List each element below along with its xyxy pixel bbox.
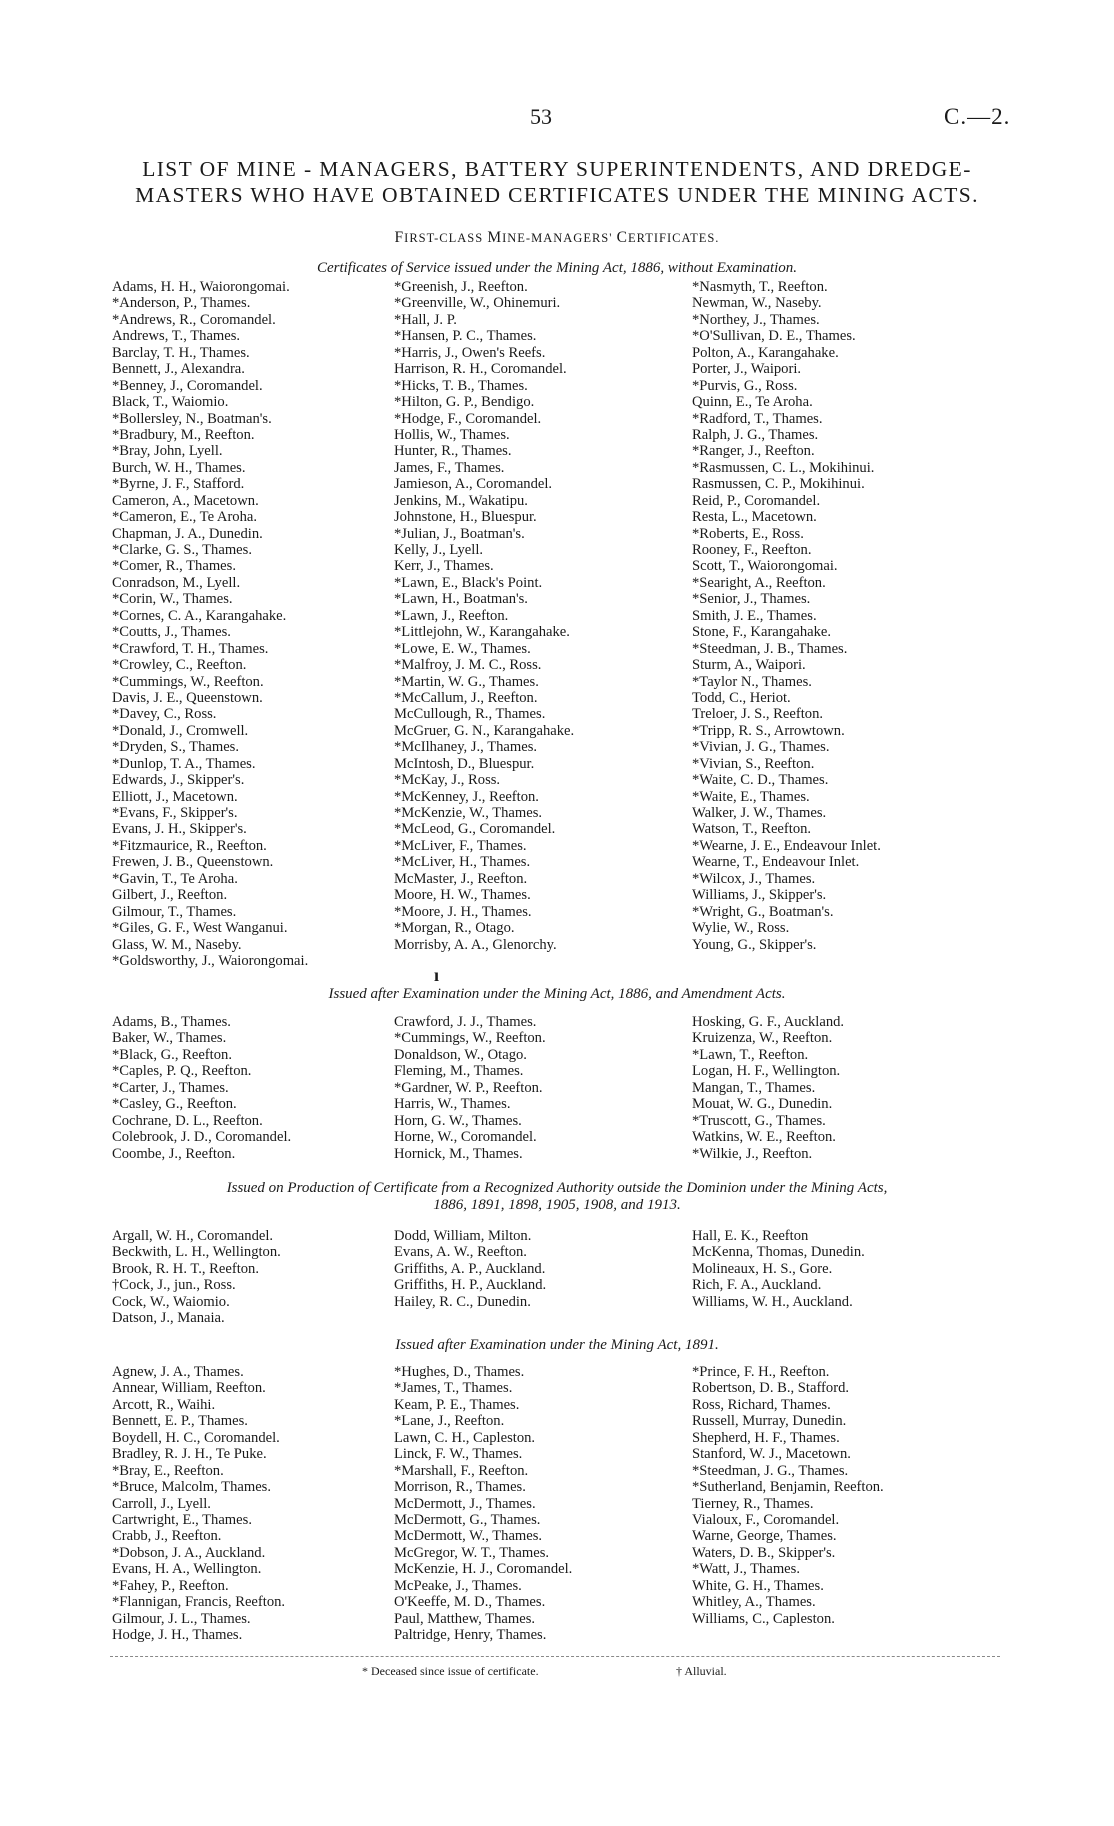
list-item: Reid, P., Coromandel. [692, 492, 821, 509]
list-item: Harrison, R. H., Coromandel. [394, 361, 567, 378]
list-item: Baker, W., Thames. [112, 1030, 227, 1047]
list-item: O'Keeffe, M. D., Thames. [394, 1594, 546, 1611]
list-item: Warne, George, Thames. [692, 1528, 837, 1545]
list-item: Rooney, F., Reefton. [692, 542, 812, 558]
footnote-alluvial: † Alluvial. [676, 1664, 727, 1678]
list-item: Williams, J., Skipper's. [692, 887, 827, 904]
section-3-column-1 [112, 1228, 281, 1327]
list-item: *Hansen, P. C., Thames. [394, 328, 537, 345]
list-item: Kelly, J., Lyell. [394, 542, 484, 558]
list-item: *Lawn, E., Black's Point. [394, 574, 543, 591]
list-item: Jamieson, A., Coromandel. [394, 476, 553, 493]
list-item: Griffiths, H. P., Auckland. [394, 1277, 547, 1294]
list-item: Annear, William, Reefton. [112, 1380, 266, 1397]
list-item: Mangan, T., Thames. [692, 1079, 816, 1096]
list-item: Stanford, W. J., Macetown. [692, 1446, 851, 1463]
list-item: Hodge, J. H., Thames. [112, 1627, 243, 1643]
list-item: *Waite, C. D., Thames. [692, 772, 829, 789]
list-item: Smith, J. E., Thames. [692, 607, 817, 624]
list-item: *Gavin, T., Te Aroha. [112, 870, 238, 887]
list-item: Beckwith, L. H., Wellington. [112, 1244, 281, 1261]
list-item: *Julian, J., Boatman's. [394, 525, 525, 542]
footnote-deceased: * Deceased since issue of certificate. [362, 1664, 539, 1678]
section-2-column-3 [692, 1014, 844, 1162]
list-item: Arcott, R., Waihi. [112, 1396, 216, 1413]
list-item: *Crawford, T. H., Thames. [112, 640, 269, 657]
list-item: *Cornes, C. A., Karangahake. [112, 607, 287, 624]
list-item: McCullough, R., Thames. [394, 706, 546, 723]
list-item: Wylie, W., Ross. [692, 920, 790, 937]
list-item: *Bollersley, N., Boatman's. [112, 410, 272, 427]
list-item: *Andrews, R., Coromandel. [112, 311, 276, 328]
section-3-column-3 [692, 1228, 865, 1310]
list-item: *Evans, F., Skipper's. [112, 805, 238, 821]
list-item: Frewen, J. B., Queenstown. [112, 854, 274, 871]
list-item: McMaster, J., Reefton. [394, 870, 528, 887]
list-item: Harris, W., Thames. [394, 1096, 511, 1113]
stray-mark: ı [434, 965, 440, 985]
list-item: *Roberts, E., Ross. [692, 525, 804, 542]
list-item: Bennett, J., Alexandra. [112, 361, 245, 378]
list-item: *Corin, W., Thames. [112, 591, 233, 608]
list-item: Hailey, R. C., Dunedin. [394, 1293, 531, 1310]
page-number: 53 [530, 104, 552, 129]
list-item: *Morgan, R., Otago. [394, 920, 515, 937]
list-item: Carroll, J., Lyell. [112, 1495, 211, 1512]
section-4-column-2 [394, 1364, 572, 1643]
list-item: *Fahey, P., Reefton. [112, 1577, 229, 1594]
list-item: *Moore, J. H., Thames. [394, 903, 532, 920]
list-item: *Purvis, G., Ross. [692, 377, 798, 394]
list-item: Cameron, A., Macetown. [112, 492, 259, 509]
list-item: White, G. H., Thames. [692, 1577, 824, 1594]
list-item: Porter, J., Waipori. [692, 361, 802, 378]
list-item: Watson, T., Reefton. [692, 821, 812, 838]
list-item: Gilmour, T., Thames. [112, 903, 237, 920]
list-item: Coombe, J., Reefton. [112, 1145, 236, 1162]
list-item: *O'Sullivan, D. E., Thames. [692, 328, 856, 345]
list-item: *Steedman, J. G., Thames. [692, 1462, 849, 1479]
list-item: *Bray, E., Reefton. [112, 1462, 224, 1479]
section-heading-examination-1886: Issued after Examination under the Mining Act, 1886, and Amendment Acts. [328, 986, 786, 1002]
list-item: Hunter, R., Thames. [394, 443, 512, 460]
list-item: Evans, H. A., Wellington. [112, 1561, 262, 1578]
list-item: Hollis, W., Thames. [394, 426, 510, 443]
list-item: Gilbert, J., Reefton. [112, 887, 228, 904]
list-item: *Harris, J., Owen's Reefs. [394, 344, 546, 361]
list-item: Sturm, A., Waipori. [692, 657, 806, 674]
list-item: Rich, F. A., Auckland. [692, 1277, 822, 1294]
list-item: *Carter, J., Thames. [112, 1079, 229, 1096]
list-item: Paul, Matthew, Thames. [394, 1610, 536, 1627]
list-item: *Clarke, G. S., Thames. [112, 542, 252, 558]
list-item: Shepherd, H. F., Thames. [692, 1429, 840, 1446]
list-item: *Martin, W. G., Thames. [394, 673, 539, 690]
list-item: *Hodge, F., Coromandel. [394, 410, 542, 427]
list-item: *McCallum, J., Reefton. [394, 689, 538, 706]
subtitle-first-class-certificates: FIRST-CLASS MINE-MANAGERS' CERTIFICATES. [394, 229, 720, 246]
list-item: *Benney, J., Coromandel. [112, 377, 263, 394]
list-item: *James, T., Thames. [394, 1380, 513, 1397]
list-item: Stone, F., Karangahake. [692, 624, 832, 641]
list-item: Lawn, C. H., Capleston. [394, 1429, 536, 1446]
list-item: Cock, W., Waiomio. [112, 1293, 230, 1310]
list-item: Polton, A., Karangahake. [692, 344, 839, 361]
list-item: *Cameron, E., Te Aroha. [112, 509, 258, 526]
section-heading-recognized-authority: Issued on Production of Certificate from a Recognized Authority outside the Dominion under the Mining Acts, 1886, 1891, 1898, 1905, 1908, and 1913. [226, 1180, 888, 1213]
list-item: Walker, J. W., Thames. [692, 805, 827, 821]
list-item: Donaldson, W., Otago. [394, 1046, 527, 1063]
section-heading-examination-1891: Issued after Examination under the Mining Act, 1891. [395, 1337, 719, 1353]
list-item: Horn, G. W., Thames. [394, 1112, 522, 1129]
list-item: *Dobson, J. A., Auckland. [112, 1544, 266, 1561]
section-4-column-3 [692, 1364, 884, 1627]
list-item: Brook, R. H. T., Reefton. [112, 1260, 260, 1277]
list-item: *Lawn, T., Reefton. [692, 1046, 809, 1063]
list-item: Johnstone, H., Bluespur. [394, 509, 537, 526]
list-item: *Greenish, J., Reefton. [394, 279, 528, 295]
list-item: *Truscott, G., Thames. [692, 1112, 826, 1129]
section-2-column-2 [394, 1014, 546, 1162]
list-item: Waters, D. B., Skipper's. [692, 1544, 836, 1561]
list-item: Morrisby, A. A., Glenorchy. [394, 936, 557, 953]
list-item: Adams, B., Thames. [112, 1014, 231, 1030]
list-item: Ross, Richard, Thames. [692, 1396, 831, 1413]
list-item: *Anderson, P., Thames. [112, 295, 251, 312]
list-item: Cartwright, E., Thames. [112, 1511, 252, 1528]
list-item: Glass, W. M., Naseby. [112, 936, 242, 953]
list-item: Burch, W. H., Thames. [112, 459, 246, 476]
list-item: Ralph, J. G., Thames. [692, 426, 819, 443]
list-item: *Byrne, J. F., Stafford. [112, 476, 245, 493]
list-item: Morrison, R., Thames. [394, 1479, 526, 1496]
list-item: Whitley, A., Thames. [692, 1594, 816, 1611]
list-item: Bennett, E. P., Thames. [112, 1413, 248, 1430]
list-item: McGregor, W. T., Thames. [394, 1544, 550, 1561]
list-item: *McKenzie, W., Thames. [394, 805, 543, 821]
section-3-column-2 [394, 1228, 546, 1310]
list-item: Boydell, H. C., Coromandel. [112, 1429, 280, 1446]
list-item: *McKenney, J., Reefton. [394, 788, 539, 805]
list-item: *Hughes, D., Thames. [394, 1364, 525, 1380]
list-item: Griffiths, A. P., Auckland. [394, 1260, 546, 1277]
list-item: Bradley, R. J. H., Te Puke. [112, 1446, 267, 1463]
list-item: Argall, W. H., Coromandel. [112, 1228, 274, 1244]
section-2-column-1 [112, 1014, 291, 1162]
list-item: McDermott, J., Thames. [394, 1495, 536, 1512]
list-item: *Goldsworthy, J., Waiorongomai. [112, 952, 309, 969]
list-item: *Hall, J. P. [394, 311, 457, 328]
list-item: McPeake, J., Thames. [394, 1577, 522, 1594]
list-item: Keam, P. E., Thames. [394, 1396, 520, 1413]
list-item: Scott, T., Waiorongomai. [692, 558, 838, 575]
list-item: Horne, W., Coromandel. [394, 1129, 537, 1146]
list-item: *Casley, G., Reefton. [112, 1096, 237, 1113]
list-item: Colebrook, J. D., Coromandel. [112, 1129, 292, 1146]
list-item: Dodd, William, Milton. [394, 1228, 532, 1244]
list-item: *Davey, C., Ross. [112, 706, 217, 723]
list-item: Andrews, T., Thames. [112, 328, 241, 345]
list-item: McKenzie, H. J., Coromandel. [394, 1561, 573, 1578]
list-item: *Giles, G. F., West Wanganui. [112, 920, 288, 937]
list-item: *Steedman, J. B., Thames. [692, 640, 848, 657]
list-item: Newman, W., Naseby. [692, 295, 822, 312]
list-item: Logan, H. F., Wellington. [692, 1063, 841, 1080]
list-item: *Prince, F. H., Reefton. [692, 1364, 830, 1380]
list-item: *Hicks, T. B., Thames. [394, 377, 528, 394]
list-item: Linck, F. W., Thames. [394, 1446, 523, 1463]
list-item: *McIlhaney, J., Thames. [394, 739, 538, 756]
list-item: Todd, C., Heriot. [692, 689, 791, 706]
list-item: Mouat, W. G., Dunedin. [692, 1096, 833, 1113]
list-item: *Dryden, S., Thames. [112, 739, 240, 756]
list-item: *Rasmussen, C. L., Mokihinui. [692, 459, 875, 476]
section-1-column-3 [692, 279, 881, 953]
list-item: Hall, E. K., Reefton [692, 1228, 809, 1244]
list-item: *Wilkie, J., Reefton. [692, 1145, 813, 1162]
list-item: *Lawn, H., Boatman's. [394, 591, 528, 608]
list-item: *Wearne, J. E., Endeavour Inlet. [692, 837, 881, 854]
list-item: Tierney, R., Thames. [692, 1495, 814, 1512]
list-item: *Greenville, W., Ohinemuri. [394, 295, 561, 312]
list-item: *Dunlop, T. A., Thames. [112, 755, 256, 772]
list-item: Kruizenza, W., Reefton. [692, 1030, 833, 1047]
list-item: James, F., Thames. [394, 459, 505, 476]
list-item: *Lawn, J., Reefton. [394, 607, 509, 624]
list-item: Barclay, T. H., Thames. [112, 344, 250, 361]
list-item: *McLeod, G., Coromandel. [394, 821, 556, 838]
list-item: *Black, G., Reefton. [112, 1046, 232, 1063]
list-item: *Sutherland, Benjamin, Reefton. [692, 1479, 884, 1496]
list-item: Chapman, J. A., Dunedin. [112, 525, 263, 542]
list-item: Rasmussen, C. P., Mokihinui. [692, 476, 865, 493]
list-item: Fleming, M., Thames. [394, 1063, 524, 1080]
list-item: Conradson, M., Lyell. [112, 574, 241, 591]
list-item: *Fitzmaurice, R., Reefton. [112, 837, 267, 854]
list-item: Edwards, J., Skipper's. [112, 772, 245, 789]
list-item: Crabb, J., Reefton. [112, 1528, 222, 1545]
list-item: *Flannigan, Francis, Reefton. [112, 1594, 286, 1611]
list-item: Resta, L., Macetown. [692, 509, 817, 526]
list-item: *Malfroy, J. M. C., Ross. [394, 657, 542, 674]
list-item: Watkins, W. E., Reefton. [692, 1129, 836, 1146]
list-item: Hornick, M., Thames. [394, 1145, 523, 1162]
list-item: *Searight, A., Reefton. [692, 574, 826, 591]
list-item: Treloer, J. S., Reefton. [692, 706, 824, 723]
list-item: *Comer, R., Thames. [112, 558, 236, 575]
list-item: Gilmour, J. L., Thames. [112, 1610, 251, 1627]
list-item: *Donald, J., Cromwell. [112, 722, 249, 739]
list-item: Crawford, J. J., Thames. [394, 1014, 537, 1030]
list-item: *Lowe, E. W., Thames. [394, 640, 531, 657]
document-reference: C.—2. [944, 104, 1011, 129]
list-item: *Waite, E., Thames. [692, 788, 810, 805]
list-item: *Vivian, J. G., Thames. [692, 739, 830, 756]
list-item: *Gardner, W. P., Reefton. [394, 1079, 543, 1096]
list-item: McKenna, Thomas, Dunedin. [692, 1244, 865, 1261]
list-item: Paltridge, Henry, Thames. [394, 1627, 547, 1643]
list-item: *Watt, J., Thames. [692, 1561, 800, 1578]
list-item: Hosking, G. F., Auckland. [692, 1014, 845, 1030]
list-item: Vialoux, F., Coromandel. [692, 1511, 840, 1528]
list-item: Jenkins, M., Wakatipu. [394, 492, 528, 509]
footnote-divider [110, 1656, 1000, 1657]
section-1-column-1 [112, 279, 308, 969]
list-item: *Cummings, W., Reefton. [112, 673, 264, 690]
list-item: *Wilcox, J., Thames. [692, 870, 816, 887]
list-item: *Taylor N., Thames. [692, 673, 812, 690]
list-item: *Wright, G., Boatman's. [692, 903, 834, 920]
document-title-line-2: MASTERS WHO HAVE OBTAINED CERTIFICATES UNDER THE MINING ACTS. [135, 183, 979, 207]
list-item: Davis, J. E., Queenstown. [112, 689, 263, 706]
list-item: McGruer, G. N., Karangahake. [394, 722, 575, 739]
list-item: *Littlejohn, W., Karangahake. [394, 624, 570, 641]
list-item: *Northey, J., Thames. [692, 311, 820, 328]
list-item: *Cummings, W., Reefton. [394, 1030, 546, 1047]
list-item: *Caples, P. Q., Reefton. [112, 1063, 252, 1080]
list-item: *Crowley, C., Reefton. [112, 657, 247, 674]
list-item: *McLiver, F., Thames. [394, 837, 527, 854]
list-item: *Senior, J., Thames. [692, 591, 811, 608]
list-item: *Ranger, J., Reefton. [692, 443, 815, 460]
list-item: McDermott, G., Thames. [394, 1511, 541, 1528]
list-item: *Bradbury, M., Reefton. [112, 426, 255, 443]
list-item: *Radford, T., Thames. [692, 410, 823, 427]
section-heading-service: Certificates of Service issued under the Mining Act, 1886, without Examination. [316, 260, 798, 276]
list-item: Elliott, J., Macetown. [112, 788, 238, 805]
list-item: Evans, A. W., Reefton. [394, 1244, 527, 1261]
list-item: McIntosh, D., Bluespur. [394, 755, 535, 772]
list-item: *Coutts, J., Thames. [112, 624, 231, 641]
section-1-column-2 [394, 279, 574, 953]
list-item: Evans, J. H., Skipper's. [112, 821, 247, 838]
list-item: *McKay, J., Ross. [394, 772, 501, 789]
list-item: Williams, W. H., Auckland. [692, 1293, 853, 1310]
list-item: *Vivian, S., Reefton. [692, 755, 815, 772]
list-item: Molineaux, H. S., Gore. [692, 1260, 833, 1277]
list-item: Adams, H. H., Waiorongomai. [112, 279, 290, 295]
list-item: McDermott, W., Thames. [394, 1528, 543, 1545]
list-item: Kerr, J., Thames. [394, 558, 494, 575]
list-item: *Bray, John, Lyell. [112, 443, 223, 460]
list-item: Russell, Murray, Dunedin. [692, 1413, 847, 1430]
list-item: †Cock, J., jun., Ross. [112, 1277, 236, 1294]
list-item: *Hilton, G. P., Bendigo. [394, 394, 535, 411]
list-item: Cochrane, D. L., Reefton. [112, 1112, 263, 1129]
list-item: *Bruce, Malcolm, Thames. [112, 1479, 272, 1496]
list-item: *Nasmyth, T., Reefton. [692, 279, 828, 295]
list-item: *Lane, J., Reefton. [394, 1413, 505, 1430]
list-item: *Marshall, F., Reefton. [394, 1462, 529, 1479]
list-item: Williams, C., Capleston. [692, 1610, 835, 1627]
list-item: Agnew, J. A., Thames. [112, 1364, 244, 1380]
list-item: Black, T., Waiomio. [112, 394, 229, 411]
list-item: Quinn, E., Te Aroha. [692, 394, 813, 411]
list-item: Wearne, T., Endeavour Inlet. [692, 854, 860, 871]
list-item: Moore, H. W., Thames. [394, 887, 531, 904]
list-item: Young, G., Skipper's. [692, 936, 817, 953]
list-item: *Tripp, R. S., Arrowtown. [692, 722, 845, 739]
list-item: *McLiver, H., Thames. [394, 854, 531, 871]
document-title-line-1: LIST OF MINE - MANAGERS, BATTERY SUPERINTENDENTS, AND DREDGE- [142, 157, 972, 181]
list-item: Datson, J., Manaia. [112, 1310, 225, 1327]
list-item: Robertson, D. B., Stafford. [692, 1380, 850, 1397]
section-4-column-1 [112, 1364, 285, 1643]
